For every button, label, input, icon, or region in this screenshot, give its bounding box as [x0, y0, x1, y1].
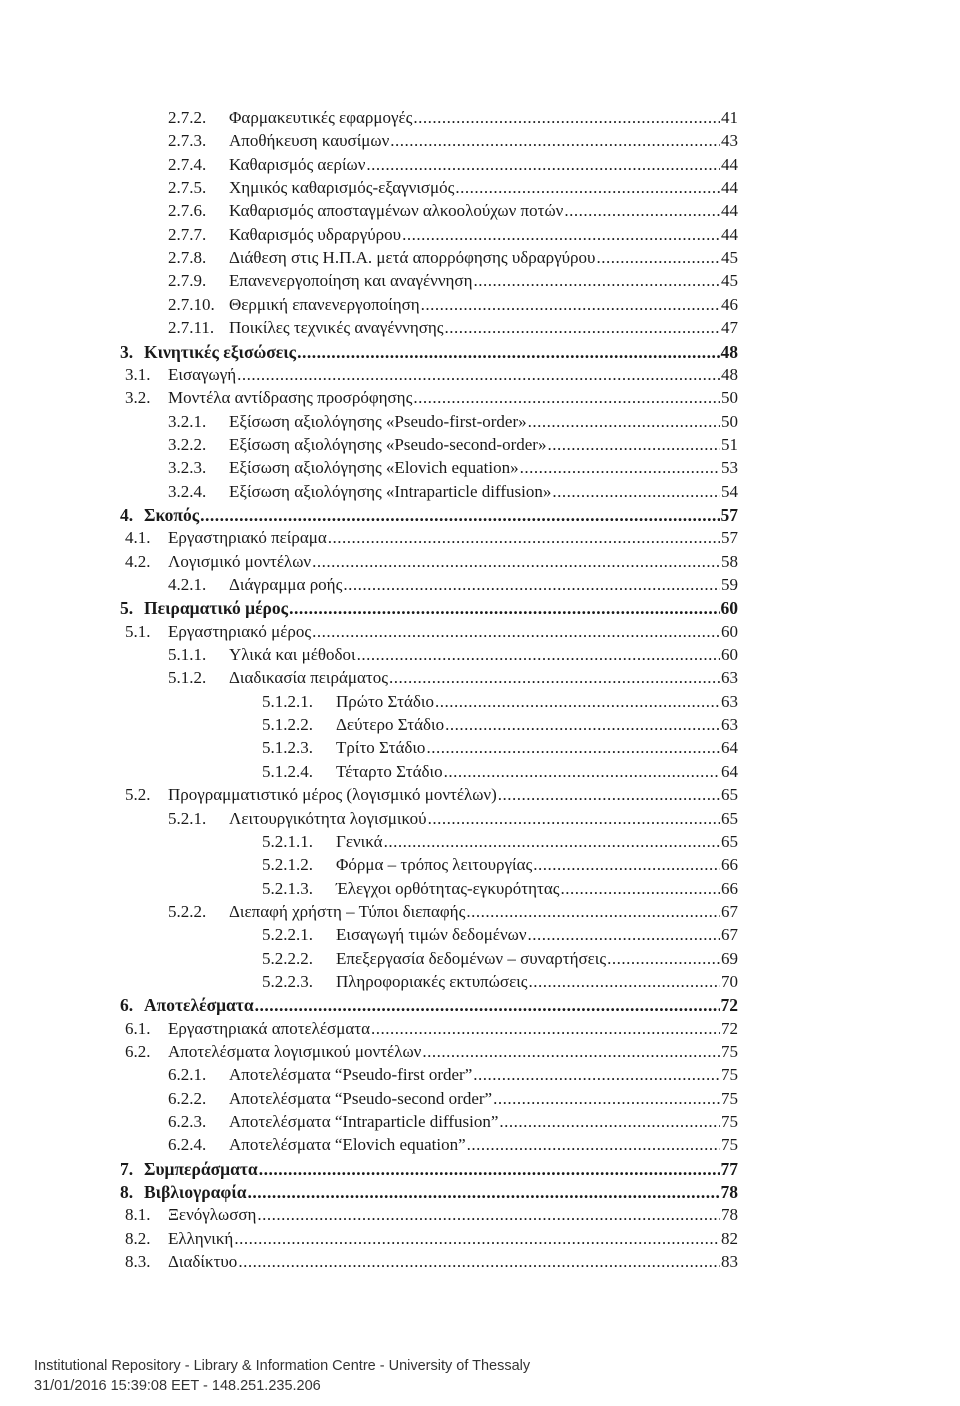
toc-entry — [125, 1227, 738, 1251]
toc-entry-page: 50 — [721, 388, 738, 408]
toc-entry — [168, 153, 738, 177]
toc-entry — [120, 1180, 738, 1204]
toc-entry-page: 66 — [721, 855, 738, 875]
toc-entry-page: 83 — [721, 1252, 738, 1272]
toc-entry-page: 72 — [721, 1018, 738, 1038]
toc-entry-page: 75 — [721, 1065, 738, 1085]
toc-entry-title: Εργαστηριακό πείραμα — [168, 528, 327, 548]
toc-entry-page: 54 — [721, 481, 738, 501]
toc-entry — [262, 736, 738, 760]
toc-entry-page: 60 — [721, 645, 738, 665]
toc-entry-title: Αποτελέσματα — [144, 995, 254, 1016]
toc-entry-page: 78 — [721, 1205, 738, 1225]
toc-entry-number: 5.2.1.2. — [262, 855, 313, 875]
toc-entry-number: 5. — [120, 598, 134, 619]
toc-entry-number: 5.1.2.1. — [262, 691, 313, 711]
toc-dot-leader — [248, 1180, 720, 1204]
toc-dot-leader — [422, 1040, 720, 1064]
toc-entry-number: 3.2. — [125, 388, 151, 408]
toc-entry-number: 2.7.3. — [168, 131, 207, 151]
toc-entry — [262, 877, 738, 901]
toc-dot-leader — [499, 1110, 720, 1134]
toc-entry-number: 6.2.3. — [168, 1112, 207, 1132]
toc-entry — [120, 993, 738, 1017]
toc-dot-leader — [435, 690, 720, 714]
toc-entry — [262, 760, 738, 784]
toc-dot-leader — [384, 830, 720, 854]
toc-entry-title: Καθαρισμός αποσταγμένων αλκοολούχων ποτών — [229, 201, 564, 221]
toc-entry-page: 45 — [721, 248, 738, 268]
toc-entry — [125, 1203, 738, 1227]
toc-dot-leader — [474, 269, 721, 293]
toc-entry-title: Διεπαφή χρήστη – Τύποι διεπαφής — [229, 901, 466, 921]
toc-entry-number: 5.1.2.3. — [262, 738, 313, 758]
toc-entry — [168, 480, 738, 504]
toc-entry-number: 2.7.4. — [168, 154, 207, 174]
toc-dot-leader — [200, 503, 719, 527]
toc-dot-leader — [257, 1203, 720, 1227]
toc-entry-number: 2.7.9. — [168, 271, 207, 291]
toc-entry-page: 63 — [721, 691, 738, 711]
toc-entry-title: Προγραμματιστικό μέρος (λογισμικό μοντέλων) — [168, 785, 497, 805]
toc-entry — [168, 316, 738, 340]
toc-entry-title: Ξενόγλωσση — [168, 1205, 257, 1225]
toc-entry-number: 5.2.2.1. — [262, 925, 313, 945]
toc-entry-title: Αποτελέσματα “Intraparticle diffusion” — [229, 1112, 499, 1132]
toc-dot-leader — [413, 386, 720, 410]
toc-entry-title: Επανενεργοποίηση και αναγέννηση — [229, 271, 473, 291]
toc-entry-number: 3.1. — [125, 364, 151, 384]
toc-dot-leader — [529, 970, 720, 994]
toc-entry-page: 63 — [721, 715, 738, 735]
toc-entry-title: Χημικός καθαρισμός-εξαγνισμός — [229, 178, 455, 198]
toc-entry-title: Εισαγωγή τιμών δεδομένων — [336, 925, 527, 945]
toc-entry-page: 72 — [720, 995, 738, 1016]
toc-entry — [168, 1087, 738, 1111]
toc-dot-leader — [297, 340, 719, 364]
toc-entry-page: 77 — [720, 1158, 738, 1179]
repository-footer — [34, 1356, 530, 1396]
toc-entry — [168, 1063, 738, 1087]
toc-entry — [262, 690, 738, 714]
toc-entry-page: 65 — [721, 808, 738, 828]
toc-entry-page: 53 — [721, 458, 738, 478]
toc-entry — [120, 503, 738, 527]
toc-entry — [125, 526, 738, 550]
toc-entry-page: 48 — [720, 341, 738, 362]
toc-entry — [168, 129, 738, 153]
toc-entry — [168, 807, 738, 831]
toc-entry-page: 57 — [721, 528, 738, 548]
toc-entry-page: 75 — [721, 1112, 738, 1132]
toc-dot-leader — [533, 853, 720, 877]
toc-entry — [168, 199, 738, 223]
toc-entry-title: Κινητικές εξισώσεις — [144, 341, 297, 362]
toc-entry-number: 6.2.2. — [168, 1088, 207, 1108]
toc-dot-leader — [237, 363, 720, 387]
toc-entry-title: Υλικά και μέθοδοι — [229, 645, 356, 665]
toc-entry — [262, 853, 738, 877]
toc-entry-page: 65 — [721, 831, 738, 851]
toc-entry — [168, 643, 738, 667]
toc-entry-number: 5.1.1. — [168, 645, 207, 665]
toc-entry-page: 63 — [721, 668, 738, 688]
toc-dot-leader — [357, 643, 720, 667]
toc-entry-page: 78 — [720, 1182, 738, 1203]
footer-repository-line: Institutional Repository - Library & Information Centre - University of Thessaly — [34, 1358, 531, 1374]
toc-entry-title: Τρίτο Στάδιο — [336, 738, 426, 758]
toc-entry — [262, 713, 738, 737]
toc-entry-title: Αποτελέσματα λογισμικού μοντέλων — [168, 1042, 422, 1061]
toc-entry-number: 8.3. — [125, 1252, 151, 1272]
toc-entry-page: 67 — [721, 925, 738, 945]
toc-entry — [168, 1110, 738, 1134]
toc-entry-number: 5.1.2. — [168, 668, 207, 688]
toc-entry — [125, 1017, 738, 1041]
toc-dot-leader — [259, 1157, 720, 1181]
toc-dot-leader — [552, 480, 720, 504]
toc-dot-leader — [596, 246, 720, 270]
toc-entry-title: Καθαρισμός αερίων — [229, 154, 366, 174]
toc-dot-leader — [234, 1227, 720, 1251]
toc-entry-title: Φαρμακευτικές εφαρμογές — [229, 108, 413, 127]
toc-entry-number: 5.2.2.2. — [262, 948, 313, 968]
toc-entry-page: 67 — [721, 901, 738, 921]
toc-entry-title: Αποτελέσματα “Pseudo-first order” — [229, 1065, 473, 1085]
toc-dot-leader — [445, 316, 720, 340]
toc-entry-number: 2.7.2. — [168, 108, 207, 127]
toc-entry-number: 4. — [120, 504, 134, 525]
toc-entry-title: Εισαγωγή — [168, 364, 237, 384]
toc-dot-leader — [520, 456, 720, 480]
toc-entry-number: 5.2.1.3. — [262, 878, 313, 898]
toc-entry-title: Διάθεση στις Η.Π.Α. μετά απορρόφησης υδραργύρου — [229, 248, 596, 268]
toc-entry — [168, 573, 738, 597]
toc-entry — [168, 900, 738, 924]
toc-entry-number: 5.2.1. — [168, 808, 207, 828]
toc-dot-leader — [413, 106, 720, 130]
toc-entry — [120, 340, 738, 364]
toc-dot-leader — [528, 923, 720, 947]
toc-entry-number: 4.2.1. — [168, 575, 207, 594]
toc-entry-title: Εργαστηριακά αποτελέσματα — [168, 1018, 370, 1038]
toc-entry-number: 2.7.5. — [168, 178, 207, 198]
toc-dot-leader — [343, 573, 720, 597]
toc-entry-number: 2.7.10. — [168, 294, 215, 314]
toc-entry-page: 64 — [721, 761, 738, 781]
toc-entry-title: Πρώτο Στάδιο — [336, 691, 434, 711]
toc-entry-title: Εξίσωση αξιολόγησης «Pseudo-second-order» — [229, 434, 547, 454]
toc-entry — [125, 550, 738, 574]
toc-entry-number: 7. — [120, 1158, 134, 1179]
toc-entry-title: Τέταρτο Στάδιο — [336, 761, 443, 781]
toc-entry-title: Διαδικασία πειράματος — [229, 668, 388, 688]
toc-entry — [125, 783, 738, 807]
toc-entry-number: 6. — [120, 995, 134, 1016]
toc-dot-leader — [560, 877, 720, 901]
toc-dot-leader — [493, 1087, 720, 1111]
toc-entry-title: Εξίσωση αξιολόγησης «Elovich equation» — [229, 458, 519, 478]
toc-entry-title: Θερμική επανενεργοποίηση — [229, 294, 420, 314]
toc-entry — [168, 176, 738, 200]
toc-entry-number: 5.2. — [125, 785, 151, 805]
footer-timestamp-line: 31/01/2016 15:39:08 EET - 148.251.235.206 — [34, 1378, 321, 1394]
toc-entry-number: 3.2.3. — [168, 458, 207, 478]
toc-dot-leader — [467, 1133, 720, 1157]
toc-entry-page: 50 — [721, 411, 738, 431]
toc-entry — [262, 830, 738, 854]
toc-entry-title: Επεξεργασία δεδομένων – συναρτήσεις — [336, 948, 607, 968]
toc-entry-page: 65 — [721, 785, 738, 805]
toc-dot-leader — [498, 783, 720, 807]
toc-entry — [168, 456, 738, 480]
toc-entry — [168, 666, 738, 690]
toc-entry-number: 6.1. — [125, 1018, 151, 1038]
toc-entry-title: Σκοπός — [144, 504, 200, 525]
toc-entry-number: 4.1. — [125, 528, 151, 548]
toc-entry-page: 75 — [721, 1088, 738, 1108]
toc-entry-number: 2.7.6. — [168, 201, 207, 221]
toc-dot-leader — [547, 433, 720, 457]
toc-entry — [168, 433, 738, 457]
toc-entry — [168, 246, 738, 270]
toc-entry — [168, 410, 738, 434]
toc-entry-title: Μοντέλα αντίδρασης προσρόφησης — [168, 388, 413, 408]
toc-dot-leader — [421, 293, 720, 317]
toc-entry-title: Φόρμα – τρόπος λειτουργίας — [336, 855, 533, 875]
toc-entry-number: 5.1.2.4. — [262, 761, 313, 781]
toc-entry — [262, 970, 738, 994]
toc-entry-number: 4.2. — [125, 551, 151, 571]
toc-entry-page: 69 — [721, 948, 738, 968]
toc-entry-number: 3.2.2. — [168, 434, 207, 454]
toc-dot-leader — [428, 807, 720, 831]
toc-entry-title: Ελληνική — [168, 1228, 234, 1248]
toc-dot-leader — [528, 410, 720, 434]
toc-entry-page: 48 — [721, 364, 738, 384]
toc-entry-number: 2.7.11. — [168, 318, 215, 338]
toc-entry — [168, 1133, 738, 1157]
toc-entry-title: Πειραματικό μέρος — [144, 598, 289, 619]
toc-dot-leader — [389, 666, 720, 690]
toc-entry-number: 6.2.4. — [168, 1135, 207, 1155]
toc-entry-page: 57 — [720, 504, 738, 525]
toc-entry — [262, 923, 738, 947]
toc-dot-leader — [445, 713, 720, 737]
toc-entry-page: 44 — [721, 154, 738, 174]
toc-entry-page: 51 — [721, 434, 738, 454]
toc-dot-leader — [312, 620, 720, 644]
toc-entry — [168, 223, 738, 247]
toc-entry-title: Ποικίλες τεχνικές αναγέννησης — [229, 318, 444, 338]
toc-dot-leader — [402, 223, 720, 247]
toc-entry-title: Βιβλιογραφία — [144, 1182, 247, 1203]
toc-entry-title: Αποτελέσματα “Pseudo-second order” — [229, 1088, 493, 1108]
toc-dot-leader — [312, 550, 720, 574]
toc-entry-title: Έλεγχοι ορθότητας-εγκυρότητας — [336, 878, 560, 898]
toc-entry-number: 5.1. — [125, 621, 151, 641]
toc-dot-leader — [366, 153, 720, 177]
toc-dot-leader — [289, 596, 719, 620]
toc-entry-number: 8.2. — [125, 1228, 151, 1248]
toc-entry-page: 59 — [721, 575, 738, 594]
toc-entry-page: 60 — [720, 598, 738, 619]
toc-dot-leader — [255, 993, 720, 1017]
toc-entry-page: 82 — [721, 1228, 738, 1248]
toc-entry-number: 8.1. — [125, 1205, 151, 1225]
toc-entry — [120, 596, 738, 620]
toc-dot-leader — [238, 1250, 720, 1274]
toc-entry-number: 2.7.7. — [168, 224, 207, 244]
toc-entry — [125, 1250, 738, 1274]
toc-entry-page: 58 — [721, 551, 738, 571]
toc-dot-leader — [607, 947, 720, 971]
toc-dot-leader — [444, 760, 720, 784]
toc-entry-title: Πληροφοριακές εκτυπώσεις — [336, 971, 528, 991]
toc-entry-number: 5.1.2.2. — [262, 715, 313, 735]
toc-entry — [125, 386, 738, 410]
toc-dot-leader — [328, 526, 720, 550]
toc-entry-title: Λογισμικό μοντέλων — [168, 551, 312, 571]
toc-entry-title: Διάγραμμα ροής — [229, 575, 343, 594]
toc-entry-page: 45 — [721, 271, 738, 291]
toc-entry — [168, 106, 738, 130]
toc-entry — [168, 293, 738, 317]
toc-entry-number: 6.2. — [125, 1042, 151, 1061]
toc-dot-leader — [473, 1063, 720, 1087]
toc-entry-page: 66 — [721, 878, 738, 898]
toc-entry-title: Καθαρισμός υδραργύρου — [229, 224, 402, 244]
toc-entry — [125, 620, 738, 644]
toc-dot-leader — [371, 1017, 720, 1041]
toc-entry-page: 44 — [721, 178, 738, 198]
toc-entry-page: 43 — [721, 131, 738, 151]
toc-entry — [262, 947, 738, 971]
toc-entry — [125, 363, 738, 387]
toc-entry-title: Γενικά — [336, 831, 383, 851]
toc-entry-number: 3. — [120, 341, 134, 362]
toc-entry-number: 5.2.2.3. — [262, 971, 313, 991]
toc-entry-page: 64 — [721, 738, 738, 758]
toc-entry-page: 44 — [721, 224, 738, 244]
toc-entry-title: Αποτελέσματα “Elovich equation” — [229, 1135, 466, 1155]
toc-entry-title: Εργαστηριακό μέρος — [168, 621, 312, 641]
toc-dot-leader — [426, 736, 720, 760]
toc-entry-number: 8. — [120, 1182, 134, 1203]
toc-entry-page: 41 — [721, 108, 738, 127]
toc-entry-number: 5.2.1.1. — [262, 831, 313, 851]
toc-entry-number: 5.2.2. — [168, 901, 207, 921]
toc-entry-number: 3.2.4. — [168, 481, 207, 501]
toc-entry-page: 60 — [721, 621, 738, 641]
toc-entry-title: Συμπεράσματα — [144, 1158, 258, 1179]
toc-entry-title: Εξίσωση αξιολόγησης «Intraparticle diffusion» — [229, 481, 552, 501]
toc-entry-title: Αποθήκευση καυσίμων — [229, 131, 390, 151]
toc-entry-number: 2.7.8. — [168, 248, 207, 268]
toc-dot-leader — [466, 900, 720, 924]
toc-entry-page: 46 — [721, 294, 738, 314]
toc-entry-number: 3.2.1. — [168, 411, 207, 431]
toc-entry — [125, 1040, 738, 1064]
toc-entry-title: Εξίσωση αξιολόγησης «Pseudo-first-order» — [229, 411, 527, 431]
toc-entry-title: Δεύτερο Στάδιο — [336, 715, 445, 735]
toc-entry — [120, 1157, 738, 1181]
toc-entry-title: Διαδίκτυο — [168, 1252, 238, 1272]
toc-entry-page: 75 — [721, 1042, 738, 1061]
toc-entry-page: 70 — [721, 971, 738, 991]
toc-entry-title: Λειτουργικότητα λογισμικού — [229, 808, 427, 828]
toc-entry — [168, 269, 738, 293]
toc-entry-page: 75 — [721, 1135, 738, 1155]
toc-entry-page: 47 — [721, 318, 738, 338]
toc-entry-number: 6.2.1. — [168, 1065, 207, 1085]
toc-dot-leader — [455, 176, 720, 200]
toc-dot-leader — [564, 199, 720, 223]
toc-entry-page: 44 — [721, 201, 738, 221]
toc-dot-leader — [390, 129, 720, 153]
